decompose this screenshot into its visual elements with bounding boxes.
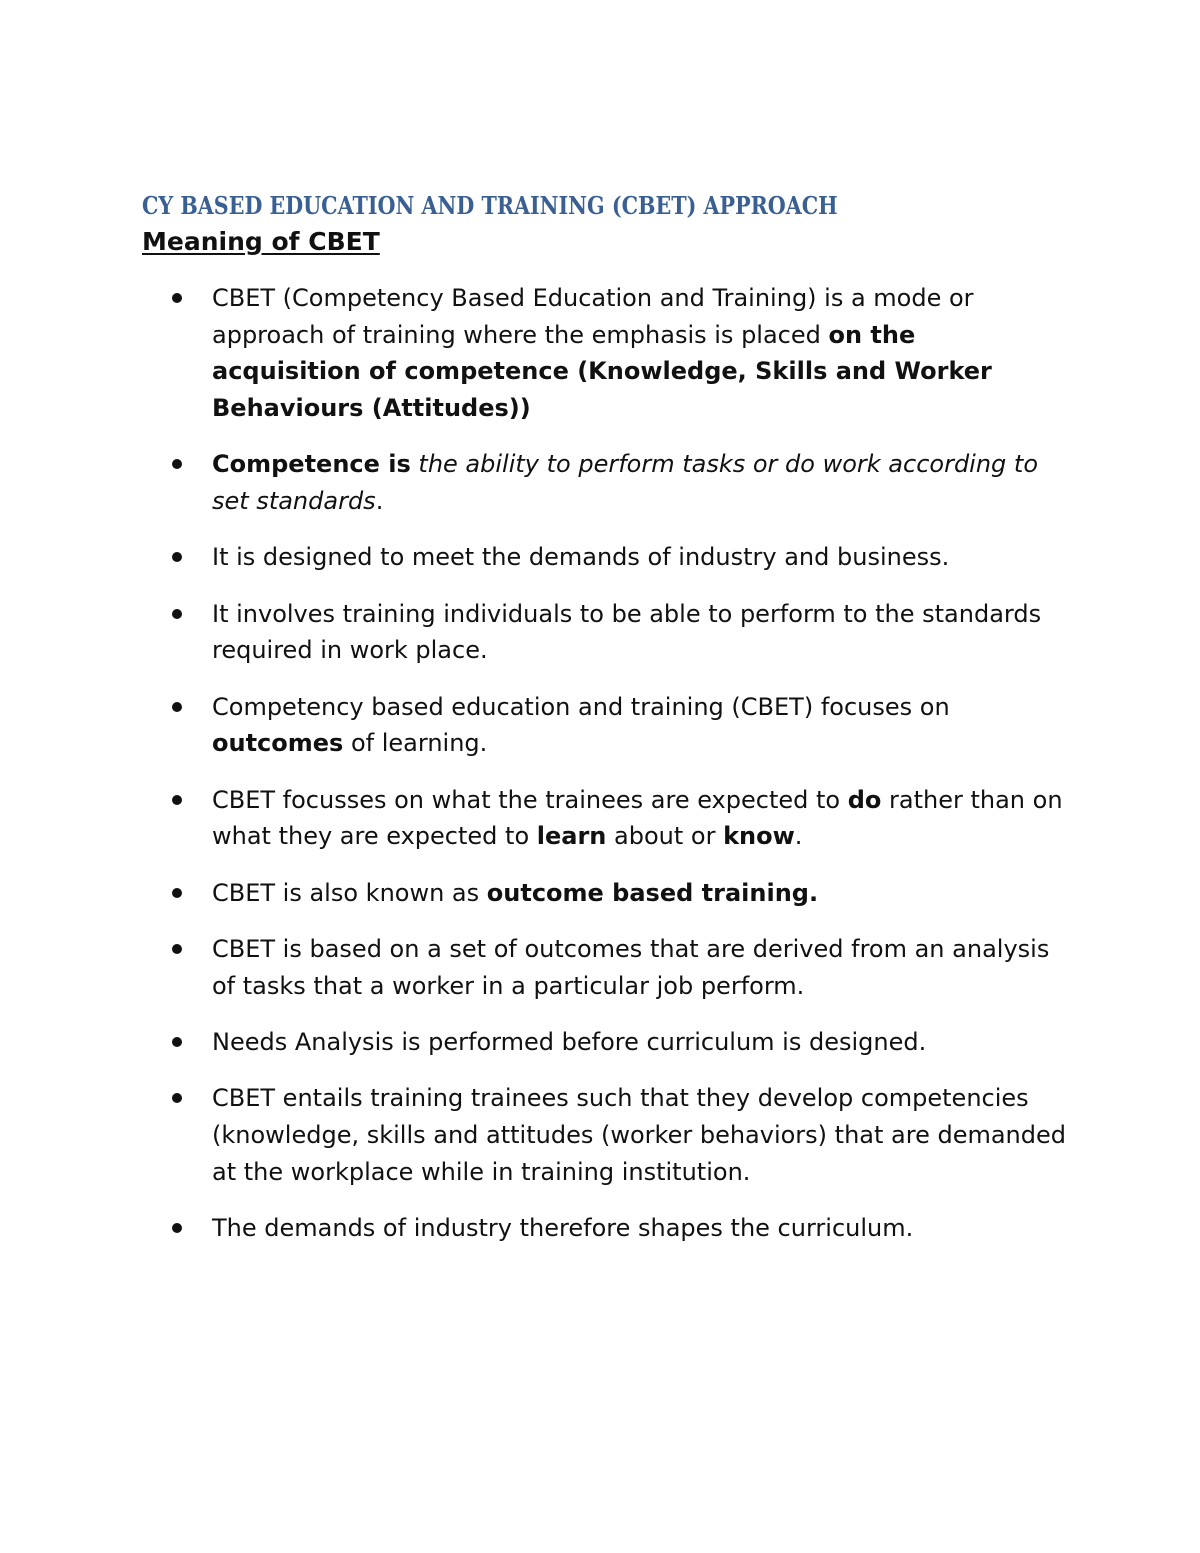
item-text: CBET is based on a set of outcomes that are derived from an analysis of tasks that a worker in a particular job perform.	[212, 935, 1050, 1000]
section-heading: Meaning of CBET	[142, 227, 380, 256]
bullet-icon	[172, 293, 182, 303]
item-bold-text: outcomes	[212, 729, 344, 758]
list-item	[212, 875, 1072, 912]
list-item	[212, 539, 1072, 576]
item-bold-text: do	[847, 785, 882, 814]
item-text: of learning.	[343, 729, 488, 758]
list-item	[212, 446, 1072, 519]
bullet-icon	[172, 1037, 182, 1047]
item-text: It involves training individuals to be able to perform to the standards required in work place.	[212, 599, 1042, 665]
item-bold-text: learn	[536, 822, 607, 851]
item-text: It is designed to meet the demands of industry and business.	[212, 543, 950, 572]
bullet-icon	[172, 609, 182, 619]
bullet-icon	[172, 702, 182, 712]
list-item	[212, 1080, 1072, 1190]
list-item	[212, 782, 1072, 855]
bullet-list	[212, 280, 1072, 1266]
item-text: .	[794, 822, 803, 851]
item-bold-text: know	[723, 822, 795, 851]
item-bold-text: Competence is	[212, 450, 411, 479]
list-item	[212, 689, 1072, 762]
item-text: CBET focusses on what the trainees are expected to	[212, 785, 848, 814]
item-text: CBET entails training trainees such that they develop competencies (knowledge, skills and attitudes (worker behaviors) that are demanded at the workplace while in training institution.	[212, 1084, 1067, 1186]
item-text: Needs Analysis is performed before curriculum is designed.	[212, 1028, 927, 1056]
item-text: Competency based education and training (CBET) focuses on	[212, 692, 950, 721]
item-text: The demands of industry therefore shapes the curriculum.	[212, 1214, 914, 1242]
item-bold-text: outcome based training.	[486, 878, 819, 907]
item-text: .	[375, 487, 384, 516]
list-item	[212, 280, 1072, 427]
list-item	[212, 1024, 1072, 1061]
bullet-icon	[172, 1093, 182, 1103]
list-item	[212, 931, 1072, 1004]
bullet-icon	[172, 795, 182, 805]
bullet-icon	[172, 459, 182, 469]
document-heading: CY BASED EDUCATION AND TRAINING (CBET) APPROACH	[142, 191, 838, 220]
item-italic-text: the ability to perform tasks or do work according to set standards	[212, 450, 1039, 516]
item-text: about or	[606, 822, 724, 851]
list-item	[212, 1210, 1072, 1247]
list-item	[212, 596, 1072, 669]
item-text: rather than on what they are expected to	[212, 785, 1063, 851]
bullet-icon	[172, 944, 182, 954]
bullet-icon	[172, 1223, 182, 1233]
item-bold-text: on the acquisition of competence (Knowledge, Skills and Worker Behaviours (Attitudes))	[212, 320, 992, 423]
item-text: CBET (Competency Based Education and Training) is a mode or approach of training where the emphasis is placed	[212, 284, 974, 349]
bullet-icon	[172, 552, 182, 562]
bullet-icon	[172, 888, 182, 898]
item-text: CBET is also known as	[212, 878, 487, 907]
